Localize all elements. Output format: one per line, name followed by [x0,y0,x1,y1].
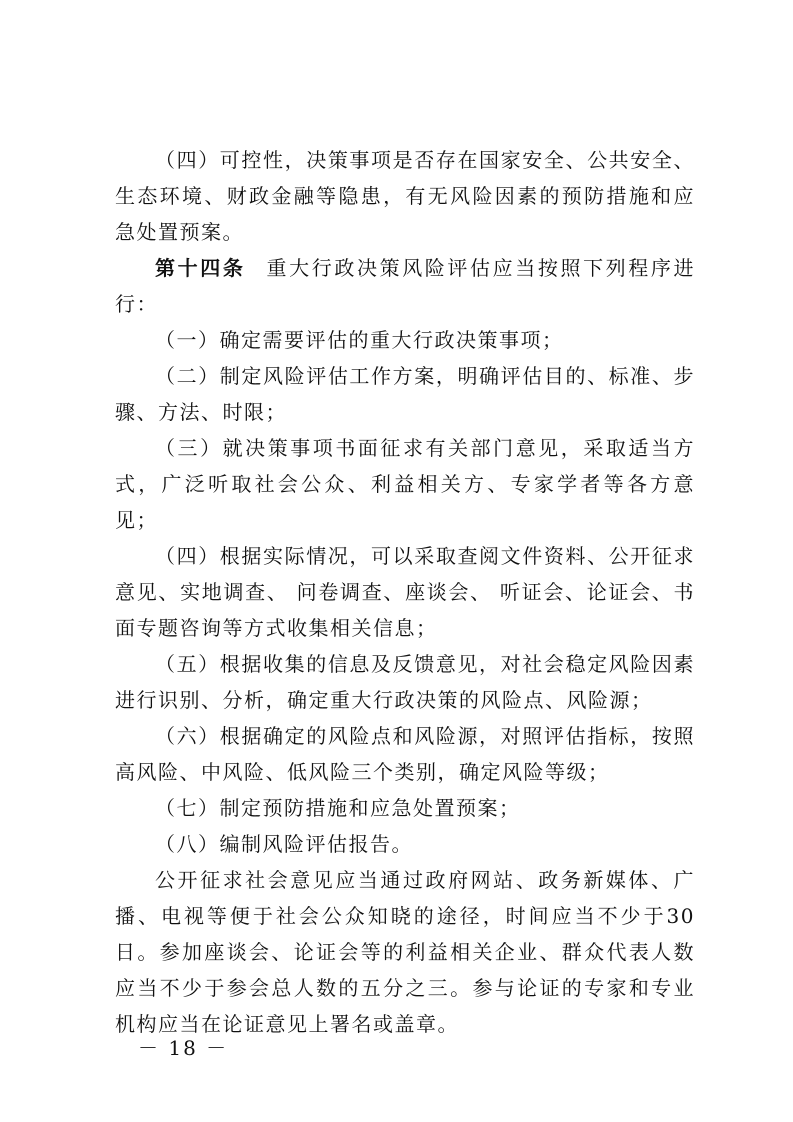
procedure-item-5: （五）根据收集的信息及反馈意见，对社会稳定风险因素进行识别、分析，确定重大行政决策的风险点、风险源； [115,652,695,712]
procedure-item-2: （二）制定风险评估工作方案，明确评估目的、标准、步骤、方法、时限； [115,364,695,424]
procedure-item-7: （七）制定预防措施和应急处置预案； [155,796,521,820]
procedure-item-6: （六）根据确定的风险点和风险源，对照评估指标，按照高风险、中风险、低风险三个类别，确定风险等级； [115,724,695,784]
procedure-item-4: （四）根据实际情况，可以采取查阅文件资料、公开征求意见、实地调查、 问卷调查、座谈会、 听证会、论证会、书面专题咨询等方式收集相关信息； [115,544,695,640]
article-text: 重大行政决策风险评估应当按照下列程序进行： [115,256,696,316]
procedure-item-1: （一）确定需要评估的重大行政决策事项； [155,328,564,352]
article-heading: 第十四条 [155,256,246,280]
procedure-item-3: （三）就决策事项书面征求有关部门意见，采取适当方式，广泛听取社会公众、利益相关方、专家学者等各方意见； [115,436,695,532]
page-number: － 18 － [138,1036,229,1060]
article-fourteen [115,250,695,322]
document-body [115,142,695,1042]
paragraph-controllability: （四）可控性，决策事项是否存在国家安全、公共安全、生态环境、财政金融等隐患，有无风险因素的预防措施和应急处置预案。 [115,148,695,244]
procedure-item-8: （八）编制风险评估报告。 [155,832,413,856]
paragraph-public-consultation: 公开征求社会意见应当通过政府网站、政务新媒体、广播、电视等便于社会公众知晓的途径，时间应当不少于30日。参加座谈会、论证会等的利益相关企业、群众代表人数应当不少于参会总人数的五分之三。参与论证的专家和专业机构应当在论证意见上署名或盖章。 [115,868,695,1036]
